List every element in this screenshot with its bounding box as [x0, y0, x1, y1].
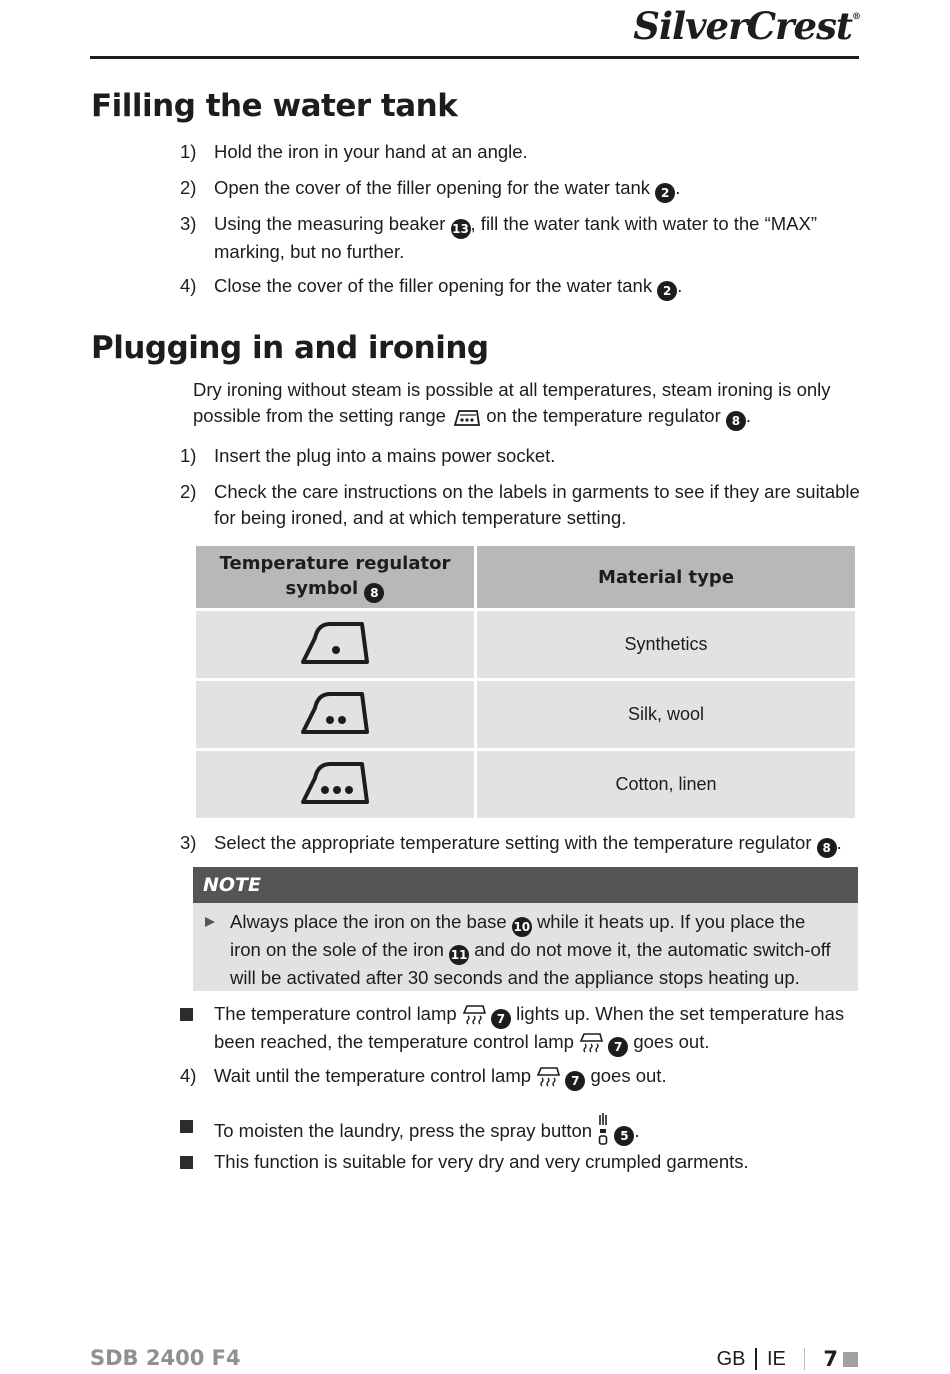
section-title-plugging: Plugging in and ironing	[91, 330, 489, 366]
table-row	[196, 751, 855, 818]
temperature-lamp-icon	[536, 1065, 560, 1087]
footer-model: SDB 2400 F4	[90, 1346, 241, 1370]
part-ref-badge: 8	[364, 583, 384, 603]
note-body: Always place the iron on the base 10 while it heats up. If you place the iron on the sole of the iron 11 and do not move it, the automatic switch-off will be activated after 30 seconds and the appliance stops heating up.	[193, 903, 858, 991]
part-ref-badge: 13	[451, 219, 471, 239]
temperature-lamp-icon	[462, 1003, 486, 1025]
section-title-filling: Filling the water tank	[91, 88, 458, 124]
part-ref-badge: 7	[608, 1037, 628, 1057]
arrow-right-icon	[205, 917, 215, 927]
brand-logo: SilverCrest®	[633, 4, 860, 48]
page-square-icon	[843, 1352, 858, 1367]
filling-step-3: 3) Using the measuring beaker 13, fill the water tank with water to the “MAX” marking, but no further.	[180, 213, 818, 262]
part-ref-badge: 2	[655, 183, 675, 203]
part-ref-badge: 5	[614, 1126, 634, 1146]
filling-step-4: 4) Close the cover of the filler opening for the water tank 2 .	[180, 273, 860, 301]
iron-two-dots-icon	[300, 688, 370, 736]
footer-lang-ie: IE	[766, 1347, 786, 1370]
iron-three-dots-icon	[300, 758, 370, 806]
part-ref-badge: 8	[726, 411, 746, 431]
bullet-temperature-lamp: The temperature control lamp 7 lights up. When the set temperature has been reached, the temperature control lamp 7 goes out.	[180, 1001, 860, 1057]
bullet-square-icon	[180, 1008, 193, 1021]
material-cell: Cotton, linen	[477, 751, 855, 818]
part-ref-badge: 10	[512, 917, 532, 937]
part-ref-badge: 7	[565, 1071, 585, 1091]
material-cell: Synthetics	[477, 611, 855, 678]
table-header-material: Material type	[477, 546, 855, 608]
bullet-square-icon	[180, 1120, 193, 1133]
footer-page-info	[717, 1347, 858, 1371]
part-ref-badge: 7	[491, 1009, 511, 1029]
iron-one-dot-icon	[300, 618, 370, 666]
plugging-step-1: 1) Insert the plug into a mains power socket.	[180, 445, 556, 466]
bullet-square-icon	[180, 1156, 193, 1169]
divider	[755, 1348, 757, 1370]
part-ref-badge: 8	[817, 838, 837, 858]
page-number: 7	[823, 1347, 838, 1371]
material-cell: Silk, wool	[477, 681, 855, 748]
header-rule	[90, 56, 859, 59]
part-ref-badge: 2	[657, 281, 677, 301]
temperature-table	[193, 543, 858, 821]
table-row	[196, 681, 855, 748]
filling-step-2: 2) Open the cover of the filler opening for the water tank 2 .	[180, 175, 860, 203]
temperature-lamp-icon	[579, 1031, 603, 1053]
spray-icon	[597, 1113, 609, 1145]
intro-paragraph: Dry ironing without steam is possible at all temperatures, steam ironing is only possible from the setting range on the temperature regulator 8 .	[193, 377, 853, 431]
table-header-symbol: Temperature regulator symbol 8	[196, 546, 474, 608]
iron-steam-range-icon	[451, 407, 481, 427]
part-ref-badge: 11	[449, 945, 469, 965]
filling-step-1: 1) Hold the iron in your hand at an angle.	[180, 141, 528, 162]
footer-lang-gb: GB	[716, 1347, 746, 1370]
divider	[804, 1348, 806, 1370]
plugging-step-4: 4) Wait until the temperature control lamp 7 goes out.	[180, 1063, 860, 1091]
plugging-step-2: 2) Check the care instructions on the labels in garments to see if they are suitable for being ironed, and at which temperature setting.	[180, 481, 860, 528]
bullet-spray: To moisten the laundry, press the spray button 5 .	[180, 1113, 860, 1146]
note-title: NOTE	[193, 867, 858, 903]
bullet-function: This function is suitable for very dry and very crumpled garments.	[180, 1149, 860, 1175]
table-row	[196, 611, 855, 678]
plugging-step-3: 3) Select the appropriate temperature setting with the temperature regulator 8 .	[180, 830, 860, 858]
note-box	[193, 867, 858, 991]
